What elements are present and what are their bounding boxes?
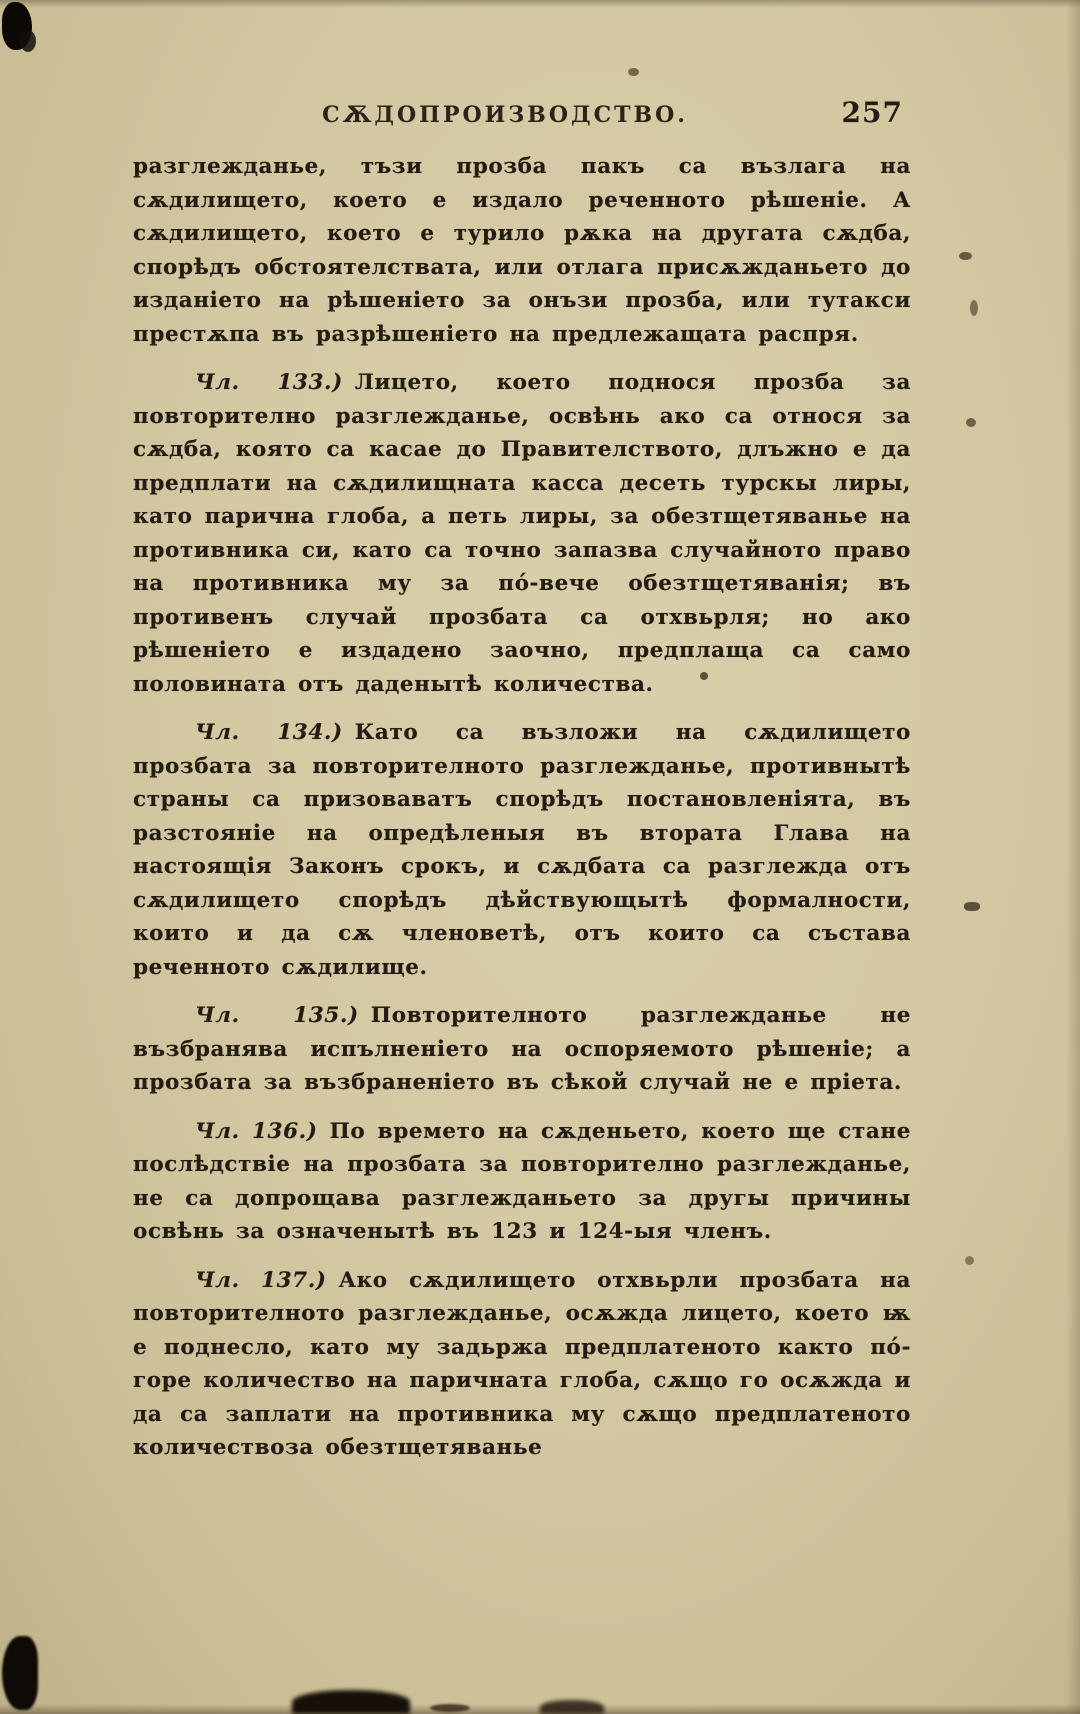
ink-speck <box>966 418 976 427</box>
page-edge-right <box>1066 0 1080 1714</box>
article-135-text: Повторителното разглежданье не възбранява испълненіето на оспоряемото рѣшеніе; а прозбата за възбраненіето въ сѣкой случай не е пріета. <box>133 1003 912 1095</box>
page-number: 257 <box>841 96 903 129</box>
page-edge-bottom <box>0 1704 1080 1714</box>
article-135-label: Чл. 135.) <box>195 1003 359 1028</box>
ink-speck <box>970 300 978 316</box>
running-title: СѪДОПРОИЗВОДСТВО. <box>322 102 688 128</box>
paragraph-continuation: разглежданье, тъзи прозба пакъ са възлага на сѫдилището, което е издало реченното рѣшеніе. А сѫдилището, което е турило рѫка на другата сѫдба, спорѣдъ обстоятелствата, или отлага присѫжданьето до изданіето на рѣшеніето за онъзи прозба, или тутакси престѫпа въ разрѣшеніето на предлежащата распря. <box>133 154 911 347</box>
article-134 <box>133 716 911 984</box>
article-135 <box>133 999 911 1100</box>
page-text-block <box>133 150 911 1480</box>
ink-speck <box>965 1256 974 1265</box>
article-134-label: Чл. 134.) <box>195 720 343 745</box>
article-134-text: Като са възложи на сѫдилището прозбата за повторителното разглежданье, противнытѣ страны са призоваватъ спорѣдъ постановленіята, въ разстояніе на опредѣленыя въ втората Глава на настоящія Законъ срокъ, и сѫдбата са разглежда отъ сѫдилището спорѣдъ дѣйствующытѣ формалности, които и да сѫ членоветѣ, отъ които са състава реченното сѫдилище. <box>133 720 911 980</box>
article-133-label: Чл. 133.) <box>195 370 343 395</box>
article-137 <box>133 1264 911 1465</box>
page-header <box>135 96 945 142</box>
page-edge-top <box>0 0 1080 8</box>
ink-speck <box>964 902 980 911</box>
article-137-text: Ако сѫдилището отхвьрли прозбата на повторителното разглежданье, осѫжда лицето, което ѭ е поднесло, като му задьржа предплатеното както пó-горе количество на паричната глоба, сѫщо го осѫжда и да са заплати на противника му сѫщо предплатеното количествоза обезтщетяванье <box>133 1267 911 1460</box>
ink-speck <box>959 252 972 260</box>
article-136-text: По времето на сѫденьето, което ще стане послѣдствіе на прозбата за повторително разглежданье, не са допрощава разглежданьето за другы причины освѣнь за означенытѣ въ 123 и 124-ыя членъ. <box>133 1118 911 1244</box>
article-133-text: Лицето, което поднося прозба за повторително разглежданье, освѣнь ако са относя за сѫдба, която са касае до Правителството, длъжно е да предплати на сѫдилищната касса десеть турскы лиры, като парична глоба, а петь лиры, за обезтщетяванье на противника си, като са точно запазва случайното право на противника му за пó-вече обезтщетяванія; въ противенъ случай прозбата са отхвьрля; но ако рѣшеніето е издадено заочно, предплаща са само половината отъ даденытѣ количества. <box>133 370 911 697</box>
article-137-label: Чл. 137.) <box>195 1267 327 1293</box>
article-136 <box>133 1115 911 1249</box>
article-136-label: Чл. 136.) <box>195 1118 318 1144</box>
book-binding-shadow <box>0 0 100 1714</box>
article-133 <box>133 366 911 701</box>
ink-speck <box>628 68 639 76</box>
